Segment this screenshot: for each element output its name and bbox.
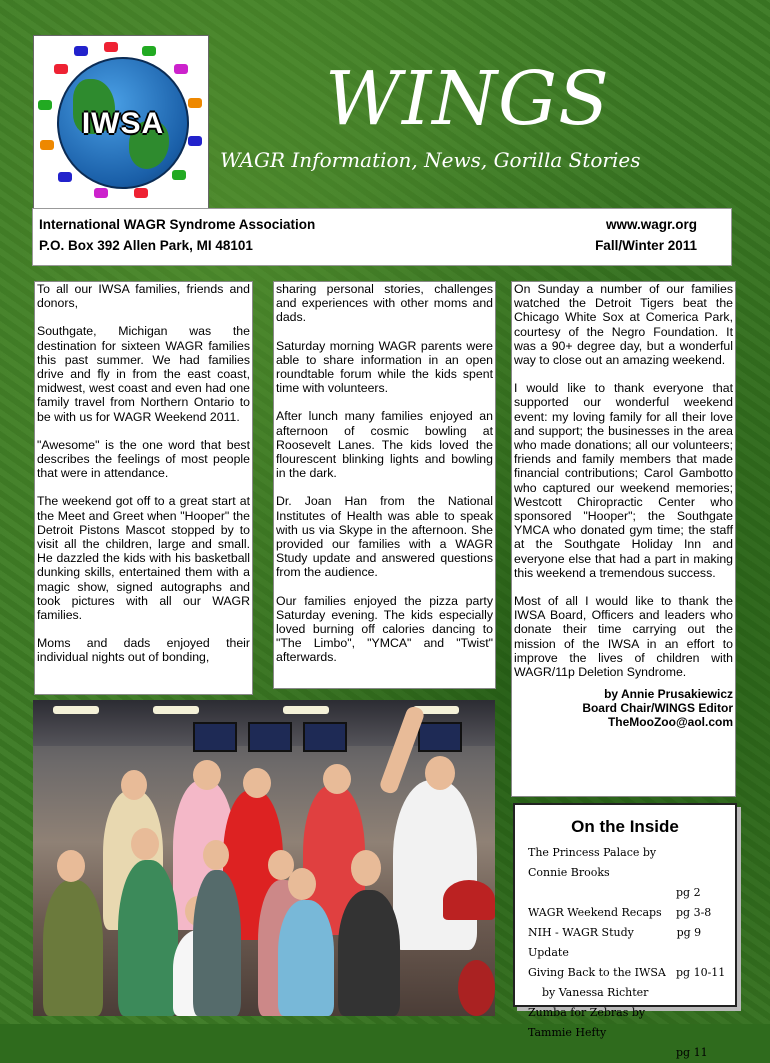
on-the-inside-box — [513, 803, 737, 1059]
org-name: International WAGR Syndrome Association — [39, 217, 316, 232]
newsletter-title: WINGS — [325, 56, 610, 142]
toc-item[interactable] — [528, 1043, 728, 1063]
info-band — [32, 208, 732, 266]
toc-title: Zumba for Zebras by Tammie Hefty — [528, 1006, 646, 1039]
article-paragraph: To all our IWSA families, friends and donors, — [37, 282, 250, 311]
org-address: P.O. Box 392 Allen Park, MI 48101 — [39, 238, 253, 253]
signature-email[interactable]: TheMooZoo@aol.com — [607, 715, 733, 730]
newsletter-subtitle: WAGR Information, News, Gorilla Stories — [220, 148, 641, 172]
logo-text: IWSA — [81, 107, 165, 140]
toc-page — [687, 1003, 728, 1043]
table-of-contents — [528, 843, 728, 1063]
toc-title: NIH - WAGR Study Update — [528, 926, 634, 959]
article-column-2 — [273, 281, 496, 689]
toc-item[interactable] — [528, 843, 728, 883]
toc-title: Giving Back to the IWSA — [528, 966, 666, 979]
article-paragraph: Moms and dads enjoyed their individual nights out of bonding, — [37, 636, 250, 665]
iwsa-logo — [33, 35, 209, 209]
website-link[interactable]: www.wagr.org — [605, 217, 697, 232]
article-paragraph: After lunch many families enjoyed an afternoon of cosmic bowling at Roosevelt Lanes. The kids loved the flourescent blinking lights and bowling in the dark. — [276, 409, 493, 481]
article-paragraph: Dr. Joan Han from the National Institutes of Health was able to speak with us via Skype in the afternoon. She provided our families with a WAGR Study update and answered questions from the audience. — [276, 494, 493, 580]
toc-page: pg 3-8 — [676, 906, 712, 919]
signature-role: Board Chair/WINGS Editor — [582, 701, 733, 716]
toc-page: pg 10-11 — [676, 966, 726, 979]
toc-title: WAGR Weekend Recaps — [528, 906, 662, 919]
article-paragraph: sharing personal stories, challenges and experiences with other moms and dads. — [276, 282, 493, 325]
toc-page — [689, 843, 728, 883]
article-column-1 — [34, 281, 253, 695]
toc-page: pg 2 — [676, 886, 701, 899]
toc-item[interactable] — [528, 983, 728, 1003]
toc-title: The Princess Palace by Connie Brooks — [528, 846, 657, 879]
toc-page: pg 11 — [676, 1046, 708, 1059]
article-column-3 — [511, 281, 736, 797]
toc-item[interactable] — [528, 923, 728, 963]
article-paragraph: The weekend got off to a great start at the Meet and Greet when "Hooper" the Detroit Pistons Mascot stopped by to visit all the children, large and small. He dazzled the kids with his basketball dunking skills, entertained them with a magic show, signed autographs and took pictures with all our WAGR families. — [37, 494, 250, 623]
toc-page — [676, 983, 728, 1003]
toc-page: pg 9 — [676, 926, 702, 939]
group-photo — [33, 700, 495, 1016]
toc-item[interactable] — [528, 963, 728, 983]
article-paragraph: On Sunday a number of our families watched the Detroit Tigers beat the Chicago White Sox at Comerica Park, courtesy of the Negro Foundation. It was a 90+ degree day, but a wonderful way to close out an amazing weekend. — [514, 282, 733, 368]
globe-icon — [57, 57, 189, 189]
article-paragraph: Our families enjoyed the pizza party Saturday evening. The kids especially loved burning off calories dancing to "The Limbo", "YMCA" and "Twist" afterwards. — [276, 593, 493, 665]
article-paragraph: Saturday morning WAGR parents were able to share information in an open roundtable forum while the kids spent time with volunteers. — [276, 338, 493, 396]
article-paragraph: I would like to thank everyone that supported our wonderful weekend event: my loving family for all their love and support; the businesses in the area who made donations; all our volunteers; friends and family members that made financial contributions; Carol Gambotto who captured our weekend memories; Westcott Chiropractic Center who sponsored "Hooper"; the Southgate YMCA who donated gym time; the staff at the Southgate Holiday Inn and everyone else that had a part in making this weekend a tremendous success. — [514, 381, 733, 580]
article-paragraph: Southgate, Michigan was the destination for sixteen WAGR families this past summer. We had families drive and fly in from the east coast, midwest, west coast and even had one family travel from Northern Ontario to be with us for WAGR Weekend 2011. — [37, 324, 250, 424]
toc-item[interactable] — [528, 1003, 728, 1043]
article-paragraph: "Awesome" is the one word that best describes the feelings of most people that were in attendance. — [37, 437, 250, 481]
article-paragraph: Most of all I would like to thank the IWSA Board, Officers and leaders who donate their time carrying out the mission of the IWSA in an effort to improve the lives of children with WAGR/11p Deletion Syndrome. — [514, 594, 733, 680]
issue-label: Fall/Winter 2011 — [595, 238, 697, 253]
inside-heading: On the Inside — [571, 817, 679, 836]
toc-item[interactable] — [528, 883, 728, 903]
toc-title: by Vanessa Richter — [542, 986, 649, 999]
toc-item[interactable] — [528, 903, 728, 923]
signature-byline: by Annie Prusakiewicz — [604, 687, 733, 702]
